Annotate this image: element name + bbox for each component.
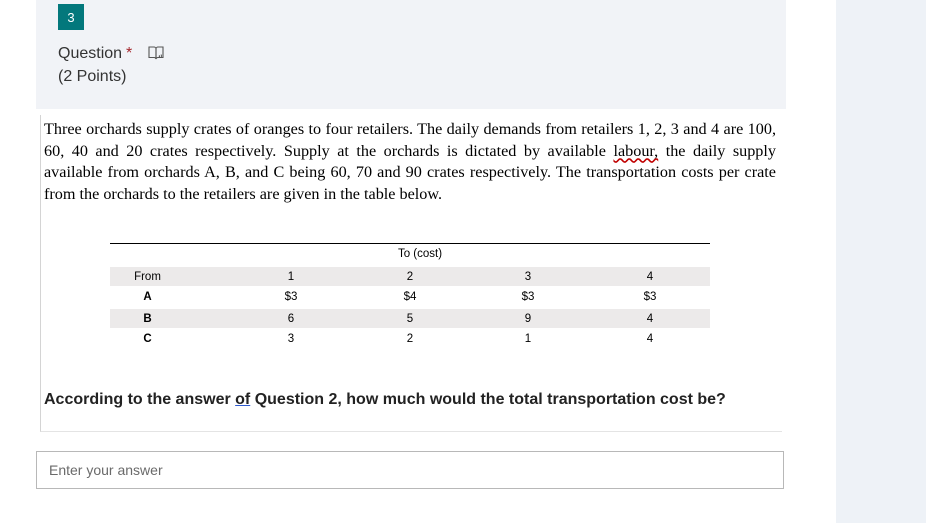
table-row-label: B	[143, 312, 152, 325]
table-cell: 1	[524, 332, 532, 345]
table-header-cell: From	[134, 270, 161, 283]
table-row	[110, 287, 710, 306]
table-top-rule	[110, 243, 710, 244]
sub-question-text-1: According to the answer	[44, 391, 236, 408]
table-cell: 6	[287, 312, 295, 325]
table-cell: 3	[287, 332, 295, 345]
table-row	[110, 329, 710, 348]
sub-question-underlined-word: of	[235, 391, 251, 408]
question-title-text: Question	[58, 45, 123, 62]
question-prompt	[44, 119, 776, 205]
table-cell: 4	[646, 332, 654, 345]
question-content	[36, 109, 786, 432]
sub-question	[44, 389, 764, 410]
table-cell: 5	[406, 312, 414, 325]
table-header-cell: 3	[524, 270, 532, 283]
prompt-text-1: Three orchards supply crates of oranges to four retailers. The daily demands from retailers 1, 2, 3 and 4 are 100, 60, 40 and 20 crates respectively. Supply at the orchards is dictated by available	[44, 120, 776, 160]
table-row-label: C	[143, 332, 152, 345]
question-points: (2 Points)	[58, 68, 127, 85]
table-cell: $3	[643, 290, 657, 303]
table-cell: 2	[406, 332, 414, 345]
table-cell: 9	[524, 312, 532, 325]
table-row	[110, 309, 710, 328]
table-header-cell: 1	[287, 270, 295, 283]
question-header	[36, 0, 786, 109]
table-cell: $3	[284, 290, 298, 303]
table-header-row	[110, 267, 710, 286]
table-cell: 4	[646, 312, 654, 325]
prompt-spellcheck-word: labour,	[613, 141, 659, 160]
right-side-panel	[836, 0, 926, 523]
sub-question-text-2: Question 2, how much would the total transportation cost be?	[250, 391, 726, 408]
table-caption-text: To (cost)	[397, 248, 443, 260]
immersive-reader-icon[interactable]	[147, 45, 165, 66]
table-cell: $3	[521, 290, 535, 303]
table-cell: $4	[403, 290, 417, 303]
table-row-label: A	[143, 290, 152, 303]
question-title	[58, 45, 165, 66]
table-header-cell: 4	[646, 270, 654, 283]
question-number-badge: 3	[58, 4, 84, 30]
answer-input[interactable]	[36, 451, 784, 489]
required-marker: *	[126, 45, 133, 62]
table-header-cell: 2	[406, 270, 414, 283]
prompt-text-2: the daily supply available from orchards A, B, and C being 60, 70 and 90 crates respectively. The transportation costs per crate from the orchards to the retailers are given in the table below.	[44, 141, 776, 203]
